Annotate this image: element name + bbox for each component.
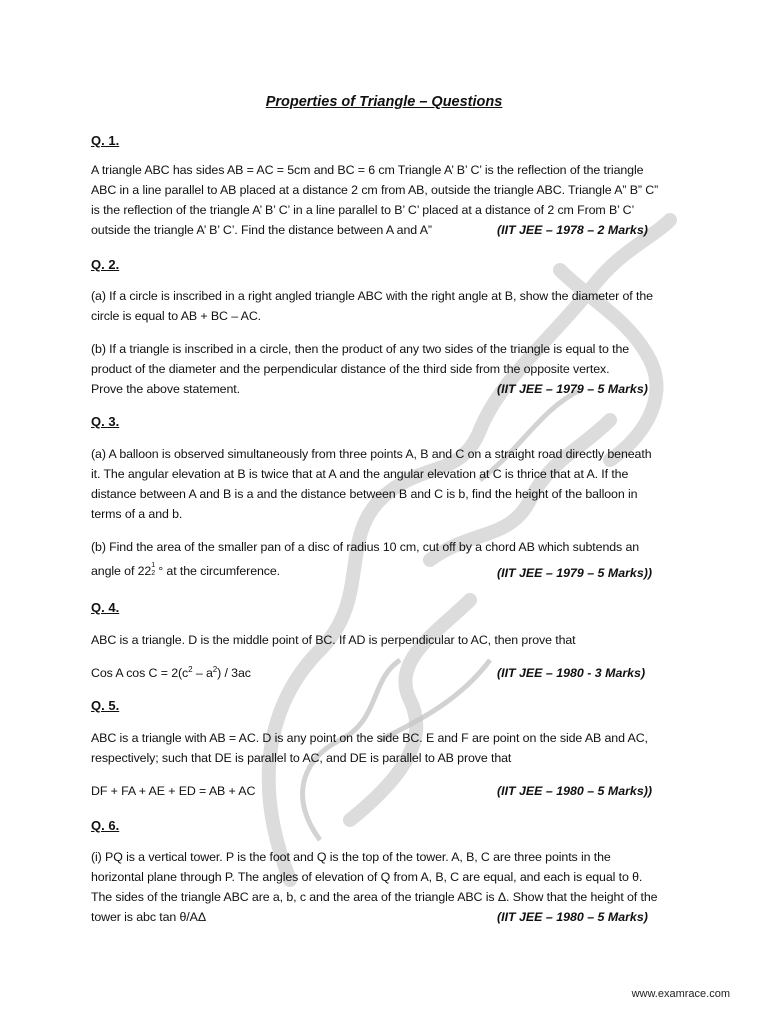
question-4-line: ABC is a triangle. D is the middle point of BC. If AD is perpendicular to AC, then prove that [91,633,576,647]
question-2b-line: Prove the above statement. [91,382,240,396]
question-1-line: A triangle ABC has sides AB = AC = 5cm and BC = 6 cm Triangle A’ B’ C’ is the reflection of the triangle [91,163,644,177]
question-3a-line: terms of a and b. [91,507,183,521]
question-1-line: is the reflection of the triangle A’ B’ C’ in a line parallel to B’ C’ placed at a distance of 2 cm From B’ C’ [91,203,635,217]
question-6-label: Q. 6. [91,818,120,833]
question-2b-line: product of the diameter and the perpendicular distance of the third side from the opposite vertex. [91,362,610,376]
question-5-label: Q. 5. [91,698,120,713]
question-2a-line: (a) If a circle is inscribed in a right angled triangle ABC with the right angle at B, show the diameter of the [91,289,653,303]
question-3-reference: (IIT JEE – 1979 – 5 Marks)) [497,566,652,580]
question-6-line: The sides of the triangle ABC are a, b, c and the area of the triangle ABC is Δ. Show that the height of the [91,890,658,904]
question-5-formula: DF + FA + AE + ED = AB + AC [91,784,256,798]
formula-part: Cos A cos C = 2(c [91,666,189,680]
question-6-line: (i) PQ is a vertical tower. P is the foot and Q is the top of the tower. A, B, C are three points in the [91,850,611,864]
question-6-reference: (IIT JEE – 1980 – 5 Marks) [497,910,648,924]
question-5-line: respectively; such that DE is parallel to AC, and DE is parallel to AB prove that [91,751,512,765]
question-3b-text: angle of 22 [91,564,152,578]
question-3-label: Q. 3. [91,414,120,429]
fraction-one-half [151,564,157,578]
question-6-line: horizontal plane through P. The angles of elevation of Q from A, B, C are equal, and each is equal to θ. [91,870,643,884]
question-3a-line: (a) A balloon is observed simultaneously from three points A, B and C on a straight road directly beneath [91,447,652,461]
question-3b-line-fraction [91,564,280,578]
footer-website: www.examrace.com [631,988,730,1000]
page-title: Properties of Triangle – Questions [265,94,503,110]
question-5-reference: (IIT JEE – 1980 – 5 Marks)) [497,784,652,798]
question-1-label: Q. 1. [91,133,120,148]
question-2-label: Q. 2. [91,257,120,272]
question-1-line: ABC in a line parallel to AB placed at a distance 2 cm from AB, outside the triangle ABC. Triangle A” B” C” [91,183,659,197]
formula-part: – a [192,666,213,680]
question-3a-line: distance between A and B is a and the distance between B and C is b, find the height of the balloon in [91,487,638,501]
question-6-line: tower is abc tan θ/AΔ [91,910,206,924]
question-4-formula [91,666,251,680]
question-2b-line: (b) If a triangle is inscribed in a circle, then the product of any two sides of the triangle is equal to the [91,342,630,356]
question-2-reference: (IIT JEE – 1979 – 5 Marks) [497,382,648,396]
exponent: 2 [188,664,193,674]
question-3a-line: it. The angular elevation at B is twice that at A and the angular elevation at C is thrice that at A. If the [91,467,629,481]
question-4-reference: (IIT JEE – 1980 - 3 Marks) [497,666,646,680]
fraction-denominator: 2 [151,570,156,577]
question-3b-text: ° at the circumference. [158,564,281,578]
exponent: 2 [212,664,218,674]
question-1-line: outside the triangle A’ B’ C’. Find the distance between A and A” [91,223,432,237]
question-2a-line: circle is equal to AB + BC – AC. [91,309,262,323]
question-4-label: Q. 4. [91,600,120,615]
question-5-line: ABC is a triangle with AB = AC. D is any point on the side BC. E and F are point on the side AB and AC, [91,731,648,745]
formula-part: ) / 3ac [217,666,251,680]
question-1-reference: (IIT JEE – 1978 – 2 Marks) [497,223,648,237]
fraction-numerator: 1 [151,562,156,569]
question-3b-line: (b) Find the area of the smaller pan of a disc of radius 10 cm, cut off by a chord AB which subtends an [91,540,640,554]
